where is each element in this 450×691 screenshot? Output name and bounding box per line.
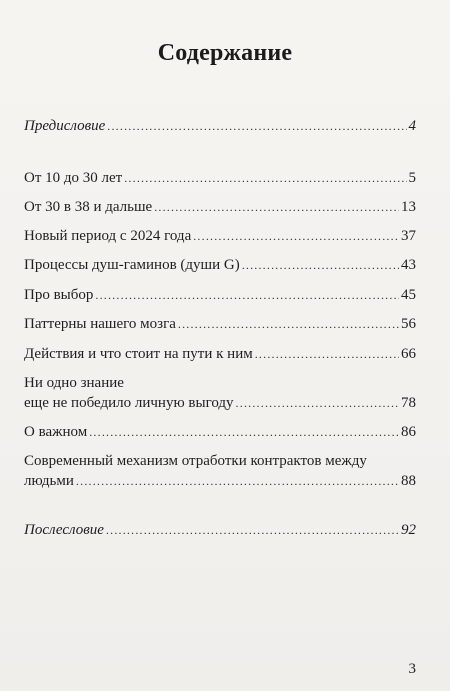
dot-leader — [255, 344, 399, 364]
toc-entry-page: 66 — [401, 346, 416, 362]
dot-leader — [242, 255, 399, 275]
toc-entry-page: 86 — [401, 424, 416, 440]
toc-entry-label-line1: Современный механизм отработки контрактов между — [24, 453, 367, 469]
toc-entry-7[interactable] — [24, 344, 416, 364]
toc-entry-1[interactable] — [24, 168, 416, 188]
toc-entry-page: 92 — [401, 522, 416, 538]
toc-entry-page: 45 — [401, 287, 416, 303]
toc-entry-page: 78 — [401, 395, 416, 411]
toc-entry-label: От 30 в 38 и дальше — [24, 199, 153, 215]
dot-leader — [76, 471, 399, 491]
toc-entry-label: Про выбор — [24, 287, 94, 303]
toc-entry-label: Действия и что стоит на пути к ним — [24, 346, 253, 362]
dot-leader — [178, 314, 399, 334]
toc-entry-4[interactable] — [24, 255, 416, 275]
toc-entry-label: Процессы душ-гаминов (души G) — [24, 257, 240, 273]
toc-entry-2[interactable] — [24, 197, 416, 217]
toc-entry-3[interactable] — [24, 226, 416, 246]
toc-entry-8[interactable] — [24, 373, 416, 413]
toc-entry-label: Предисловие — [24, 118, 106, 134]
dot-leader — [193, 226, 399, 246]
toc-entry-label: О важном — [24, 424, 88, 440]
dot-leader — [107, 116, 406, 136]
toc-entry-afterword[interactable] — [24, 520, 416, 540]
toc-entry-page: 13 — [401, 199, 416, 215]
dot-leader — [95, 285, 399, 305]
toc-entry-label: Послесловие — [24, 522, 104, 538]
dot-leader — [106, 520, 399, 540]
toc-entry-label-line1: Ни одно знание — [24, 375, 124, 391]
toc-entry-label: Новый период с 2024 года — [24, 228, 192, 244]
toc-entry-preface[interactable] — [24, 116, 416, 136]
toc-entry-9[interactable] — [24, 422, 416, 442]
toc-entry-page: 4 — [408, 118, 416, 134]
toc-entry-page: 88 — [401, 473, 416, 489]
dot-leader — [154, 197, 399, 217]
toc-entry-10[interactable] — [24, 451, 416, 491]
toc-entry-page: 5 — [408, 170, 416, 186]
dot-leader — [124, 168, 406, 188]
toc-entry-page: 56 — [401, 316, 416, 332]
page-number: 3 — [408, 661, 416, 677]
toc-entry-5[interactable] — [24, 285, 416, 305]
dot-leader — [236, 393, 399, 413]
toc-entry-label: людьми — [24, 473, 74, 489]
toc-entry-page: 43 — [401, 257, 416, 273]
toc-entry-label: От 10 до 30 лет — [24, 170, 123, 186]
toc-entry-label: еще не победило личную выгоду — [24, 395, 234, 411]
table-of-contents — [24, 0, 416, 691]
page-title: Содержание — [157, 40, 293, 66]
toc-entry-6[interactable] — [24, 314, 416, 334]
dot-leader — [89, 422, 399, 442]
toc-entry-label: Паттерны нашего мозга — [24, 316, 176, 332]
toc-entry-page: 37 — [401, 228, 416, 244]
